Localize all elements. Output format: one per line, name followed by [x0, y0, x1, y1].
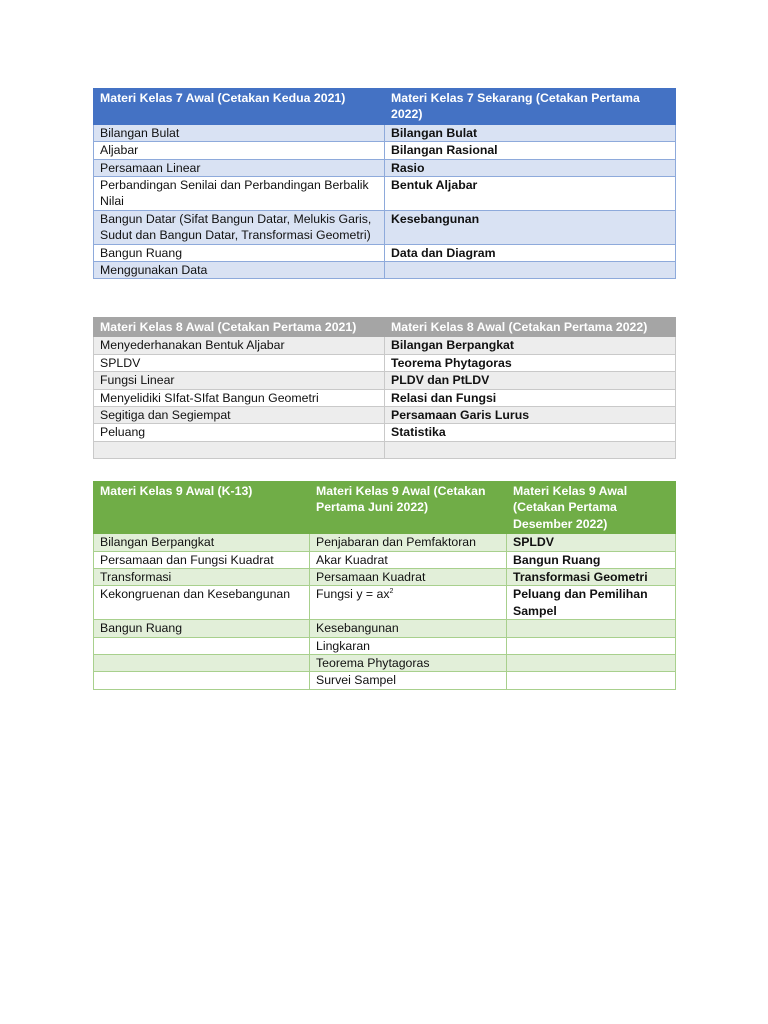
- superscript-exponent: 2: [389, 588, 394, 596]
- table-header-row: [94, 89, 676, 125]
- table-row: [94, 177, 676, 211]
- kelas-9-table: [93, 481, 676, 690]
- table-cell: PLDV dan PtLDV: [385, 372, 676, 389]
- function-formula: Fungsi y = ax: [316, 587, 390, 602]
- table-cell: Bangun Ruang: [94, 244, 385, 261]
- table-cell: Persamaan Kuadrat: [310, 569, 507, 586]
- table-row: [94, 210, 676, 244]
- table-row: [94, 655, 676, 672]
- table-cell: [94, 655, 310, 672]
- table-row: [94, 569, 676, 586]
- column-header: Materi Kelas 9 Awal (Cetakan Pertama Desember 2022): [507, 482, 676, 534]
- table-cell: Teorema Phytagoras: [310, 655, 507, 672]
- table-cell: Bangun Datar (Sifat Bangun Datar, Melukis Garis, Sudut dan Bangun Datar, Transformasi Geometri): [94, 210, 385, 244]
- column-header: Materi Kelas 8 Awal (Cetakan Pertama 2021): [94, 318, 385, 337]
- table-cell: SPLDV: [94, 354, 385, 371]
- table-cell: [507, 637, 676, 654]
- column-header: Materi Kelas 7 Sekarang (Cetakan Pertama 2022): [385, 89, 676, 125]
- table-cell: [385, 441, 676, 458]
- table-row: [94, 441, 676, 458]
- table-row: [94, 124, 676, 141]
- table-cell: SPLDV: [507, 534, 676, 551]
- table-cell: Teorema Phytagoras: [385, 354, 676, 371]
- table-cell: Bilangan Berpangkat: [94, 534, 310, 551]
- table-row: [94, 620, 676, 637]
- table-cell: Aljabar: [94, 142, 385, 159]
- table-row: [94, 354, 676, 371]
- table-row: [94, 637, 676, 654]
- table-row: [94, 424, 676, 441]
- table-header-row: [94, 482, 676, 534]
- table-cell: Kesebangunan: [385, 210, 676, 244]
- table-cell: Perbandingan Senilai dan Perbandingan Berbalik Nilai: [94, 177, 385, 211]
- table-cell: Menyelidiki SIfat-SIfat Bangun Geometri: [94, 389, 385, 406]
- table-row: [94, 142, 676, 159]
- table-row: [94, 672, 676, 689]
- table-cell: Persamaan dan Fungsi Kuadrat: [94, 551, 310, 568]
- table-cell: Menyederhanakan Bentuk Aljabar: [94, 337, 385, 354]
- table-cell: Transformasi Geometri: [507, 569, 676, 586]
- table-row: [94, 244, 676, 261]
- kelas-7-table: [93, 88, 676, 279]
- table-cell: [94, 637, 310, 654]
- table-cell: Bilangan Rasional: [385, 142, 676, 159]
- table-cell: Peluang: [94, 424, 385, 441]
- table-cell: Persamaan Garis Lurus: [385, 407, 676, 424]
- table-cell: Transformasi: [94, 569, 310, 586]
- table-cell: Persamaan Linear: [94, 159, 385, 176]
- table-row: [94, 372, 676, 389]
- column-header: Materi Kelas 8 Awal (Cetakan Pertama 2022): [385, 318, 676, 337]
- table-cell: Fungsi Linear: [94, 372, 385, 389]
- table-row: [94, 389, 676, 406]
- table-cell: Statistika: [385, 424, 676, 441]
- table-header-row: [94, 318, 676, 337]
- table-cell: Kekongruenan dan Kesebangunan: [94, 586, 310, 620]
- table-row: [94, 337, 676, 354]
- table-cell: Survei Sampel: [310, 672, 507, 689]
- table-cell: Bilangan Berpangkat: [385, 337, 676, 354]
- table-row: [94, 586, 676, 620]
- table-row: [94, 551, 676, 568]
- table-cell: [94, 441, 385, 458]
- table-cell: Bangun Ruang: [94, 620, 310, 637]
- table-cell: Bilangan Bulat: [385, 124, 676, 141]
- table-cell: Bentuk Aljabar: [385, 177, 676, 211]
- table-cell: Penjabaran dan Pemfaktoran: [310, 534, 507, 551]
- table-row: [94, 407, 676, 424]
- table-cell: [507, 620, 676, 637]
- table-cell: Peluang dan Pemilihan Sampel: [507, 586, 676, 620]
- table-row: [94, 534, 676, 551]
- table-cell: Relasi dan Fungsi: [385, 389, 676, 406]
- table-row: [94, 262, 676, 279]
- table-cell: [507, 672, 676, 689]
- table-cell: Lingkaran: [310, 637, 507, 654]
- table-cell: Bangun Ruang: [507, 551, 676, 568]
- table-cell: Bilangan Bulat: [94, 124, 385, 141]
- column-header: Materi Kelas 7 Awal (Cetakan Kedua 2021): [94, 89, 385, 125]
- table-cell: Kesebangunan: [310, 620, 507, 637]
- table-cell: Rasio: [385, 159, 676, 176]
- column-header: Materi Kelas 9 Awal (Cetakan Pertama Juni 2022): [310, 482, 507, 534]
- table-row: [94, 159, 676, 176]
- table-cell: [385, 262, 676, 279]
- kelas-8-table: [93, 317, 676, 459]
- table-cell: Menggunakan Data: [94, 262, 385, 279]
- table-cell: Data dan Diagram: [385, 244, 676, 261]
- table-cell: [507, 655, 676, 672]
- column-header: Materi Kelas 9 Awal (K-13): [94, 482, 310, 534]
- table-cell: [310, 586, 507, 620]
- table-cell: Akar Kuadrat: [310, 551, 507, 568]
- table-cell: [94, 672, 310, 689]
- table-cell: Segitiga dan Segiempat: [94, 407, 385, 424]
